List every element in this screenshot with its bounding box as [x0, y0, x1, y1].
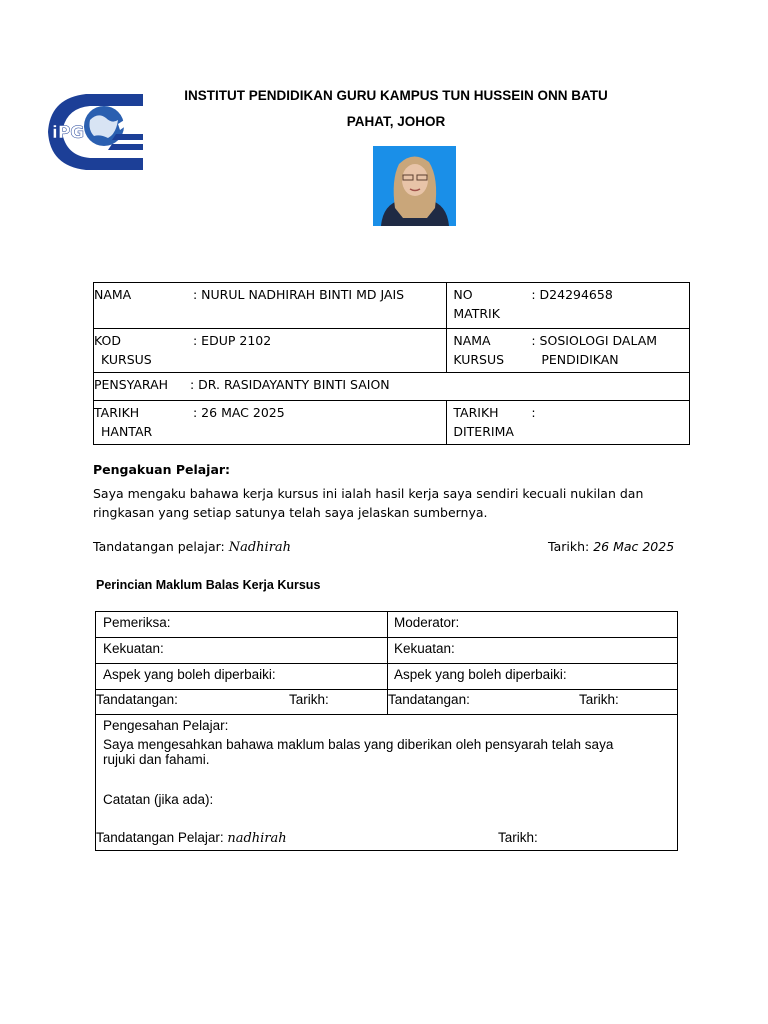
svg-text:iPG: iPG	[52, 123, 85, 143]
declaration-date-row	[548, 539, 674, 554]
signature-value: Nadhirah	[228, 540, 292, 555]
tandatangan-right-label: Tandatangan:	[388, 692, 470, 707]
tarikh-hantar-label-1: TARIKH	[94, 405, 140, 420]
tarikh-hantar-label-2: HANTAR	[101, 424, 153, 439]
declaration-heading: Pengakuan Pelajar:	[93, 462, 231, 477]
nama-kursus-value-1: : SOSIOLOGI DALAM	[531, 333, 658, 348]
date-value: 26 Mac 2025	[593, 539, 675, 554]
declaration-text	[93, 484, 653, 522]
student-signature-row	[93, 539, 291, 555]
kod-kursus-value: : EDUP 2102	[193, 333, 272, 348]
signature-label: Tandatangan pelajar:	[93, 539, 229, 554]
nama-label: NAMA	[94, 287, 132, 302]
tarikh-diterima-label-1: TARIKH	[453, 405, 499, 420]
moderator-label: Moderator:	[394, 615, 460, 630]
kod-label-1: KOD	[94, 333, 121, 348]
ipg-logo	[46, 94, 144, 170]
pemeriksa-label: Pemeriksa:	[103, 615, 171, 630]
no-matrik-label-1: NO	[453, 287, 473, 302]
no-matrik-value: : D24294658	[531, 287, 613, 302]
pensyarah-label: PENSYARAH	[94, 377, 169, 392]
nama-kursus-value-2: PENDIDIKAN	[541, 352, 619, 367]
no-matrik-label-2: MATRIK	[453, 306, 500, 321]
kod-label-2: KURSUS	[101, 352, 152, 367]
tarikh-left-label: Tarikh:	[289, 692, 329, 707]
student-photo	[373, 146, 456, 226]
pengesahan-heading: Pengesahan Pelajar:	[103, 718, 229, 733]
tarikh-right-label: Tarikh:	[579, 692, 619, 707]
feedback-table	[95, 611, 678, 851]
aspek-right-label: Aspek yang boleh diperbaiki:	[394, 667, 567, 682]
feedback-heading: Perincian Maklum Balas Kerja Kursus	[96, 578, 321, 592]
kod-kursus-cell	[94, 329, 447, 373]
tarikh-hantar-value: : 26 MAC 2025	[193, 405, 285, 420]
tarikh-hantar-cell	[94, 401, 447, 445]
nama-kursus-cell	[447, 329, 690, 373]
student-info-table	[93, 282, 690, 445]
tarikh-diterima-label-2: DITERIMA	[453, 424, 514, 439]
date-label: Tarikh:	[548, 539, 594, 554]
tandatangan-left-label: Tandatangan:	[96, 692, 178, 707]
tarikh-diterima-value: :	[531, 405, 536, 420]
catatan-label: Catatan (jika ada):	[103, 792, 214, 807]
pengesahan-line-1: Saya mengesahkan bahawa maklum balas yang diberikan oleh pensyarah telah saya	[103, 737, 614, 752]
nama-value: : NURUL NADHIRAH BINTI MD JAIS	[193, 287, 405, 302]
institution-title-line2: PAHAT, JOHOR	[346, 114, 446, 129]
student-confirm-signature	[96, 830, 287, 846]
declaration-line-1: Saya mengaku bahawa kerja kursus ini ialah hasil kerja saya sendiri kecuali nukilan dan	[93, 486, 644, 501]
no-matrik-cell	[447, 283, 690, 329]
pengesahan-line-2: rujuki dan fahami.	[103, 752, 210, 767]
tandatangan-pelajar-value: nadhirah	[227, 831, 287, 846]
aspek-left-label: Aspek yang boleh diperbaiki:	[103, 667, 276, 682]
tarikh-diterima-cell	[447, 401, 690, 445]
tandatangan-pelajar-label: Tandatangan Pelajar:	[96, 830, 228, 845]
pensyarah-value: : DR. RASIDAYANTY BINTI SAION	[190, 377, 390, 392]
tarikh-pelajar-label: Tarikh:	[498, 830, 538, 845]
kekuatan-right-label: Kekuatan:	[394, 641, 455, 656]
nama-kursus-label-1: NAMA	[453, 333, 491, 348]
kekuatan-left-label: Kekuatan:	[103, 641, 164, 656]
nama-kursus-label-2: KURSUS	[453, 352, 505, 367]
nama-cell	[94, 283, 447, 329]
declaration-line-2: ringkasan yang setiap satunya telah saya jelaskan sumbernya.	[93, 505, 488, 520]
institution-title-line1: INSTITUT PENDIDIKAN GURU KAMPUS TUN HUSSEIN ONN BATU	[184, 88, 608, 103]
pensyarah-cell	[94, 373, 690, 401]
